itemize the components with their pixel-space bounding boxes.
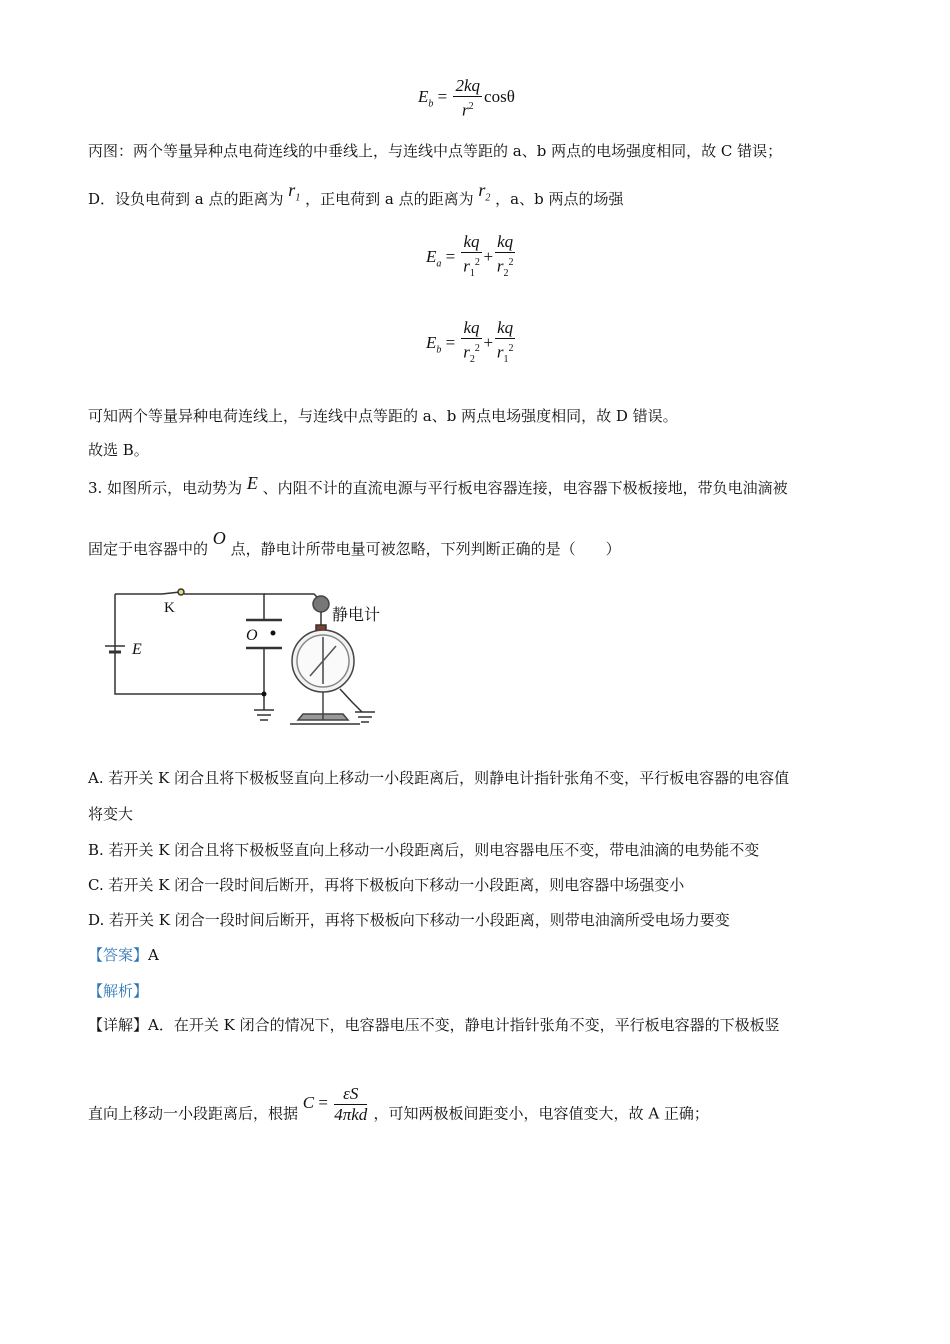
equation-eb: $E_b$ = $\frac{kq}{r_2^2}$ + $\frac{kq}{r_1^2}$ bbox=[426, 318, 514, 366]
paragraph-c-wrong: 丙图：两个等量异种点电荷连线的中垂线上，与连线中点等距的 a、b 两点的电场强度相同，故 C 错误； bbox=[88, 142, 783, 160]
answer-line: 【答案】A bbox=[88, 946, 159, 964]
equation-eb-cos: $E_b$ = $\frac{2kq}{r^2}$ cosθ bbox=[418, 76, 515, 120]
switch-label: K bbox=[164, 600, 175, 616]
point-label: O bbox=[246, 627, 258, 644]
electrometer-label: 静电计 bbox=[332, 605, 381, 624]
source-label: E bbox=[132, 641, 142, 658]
option-b: B. 若开关 K 闭合且将下极板竖直向上移动一小段距离后，则电容器电压不变，带电油滴的电势能不变 bbox=[88, 841, 760, 859]
equation-ea: $E_a$ = $\frac{kq}{r_1^2}$ + $\frac{kq}{r_2^2}$ bbox=[426, 232, 514, 280]
option-c: C. 若开关 K 闭合一段时间后断开，再将下极板向下移动一小段距离，则电容器中场强变小 bbox=[88, 876, 685, 894]
detail-line-2: 直向上移动一小段距离后，根据 C = $\frac{\varepsilon S}{\text{4πkd}}$ ，可知两极板间距变小，电容值变大，故 A 正确； bbox=[88, 1084, 709, 1124]
paragraph-d-setup: D．设负电荷到 a 点的距离为 $r_1$ ，正电荷到 a 点的距离为 $r_2$ ，a、b 两点的场强 bbox=[88, 180, 624, 208]
paragraph-d-conclusion: 可知两个等量异种电荷连线上，与连线中点等距的 a、b 两点电场强度相同，故 D 错误。 bbox=[88, 407, 678, 425]
option-d: D. 若开关 K 闭合一段时间后断开，再将下极板向下移动一小段距离，则带电油滴所受电场力要变 bbox=[88, 911, 730, 929]
analysis-tag: 【解析】 bbox=[88, 982, 149, 1000]
circuit-figure bbox=[100, 584, 400, 734]
option-a-line-2: 将变大 bbox=[88, 805, 134, 823]
question-3-line-1: 3. 如图所示，电动势为 E 、内阻不计的直流电源与平行板电容器连接，电容器下极板接地，带负电油滴被 bbox=[88, 473, 788, 497]
equation-capacitance: C = $\frac{\varepsilon S}{\text{4πkd}}$ bbox=[302, 1084, 368, 1124]
detail-line-1: 【详解】A．在开关 K 闭合的情况下，电容器电压不变，静电计指针张角不变，平行板电容器的下极板竖 bbox=[88, 1016, 780, 1034]
question-3-line-2: 固定于电容器中的 O 点，静电计所带电量可被忽略，下列判断正确的是（ ） bbox=[88, 528, 621, 558]
answer-tag: 【答案】 bbox=[88, 946, 149, 964]
option-a-line-1: A. 若开关 K 闭合且将下极板竖直向上移动一小段距离后，则静电计指针张角不变，平行板电容器的电容值 bbox=[88, 769, 790, 787]
paragraph-choose-b: 故选 B。 bbox=[88, 441, 149, 459]
